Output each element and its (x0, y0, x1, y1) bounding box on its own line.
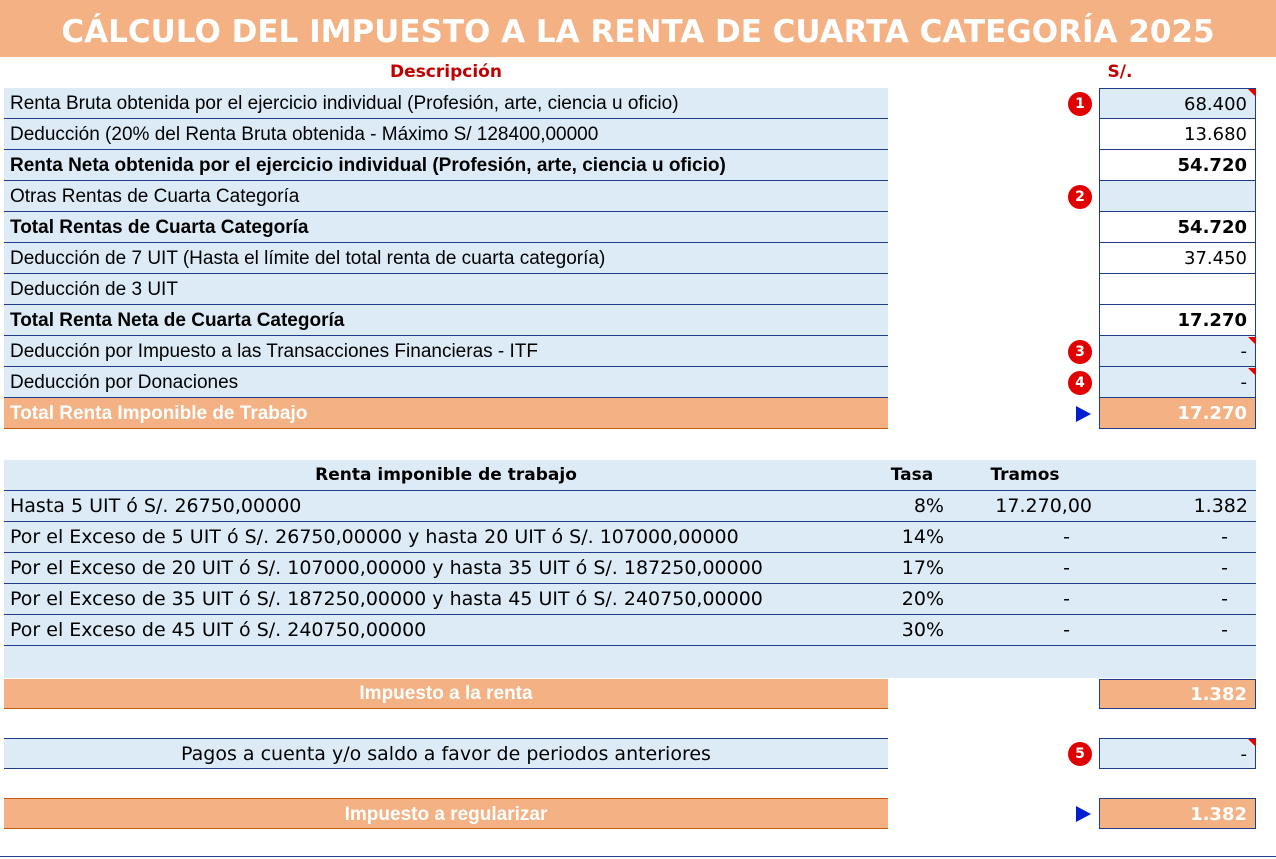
cell-deduccion-7uit-value[interactable]: 37.450 (1099, 243, 1256, 274)
header-soles: S/. (1107, 62, 1133, 82)
table-row-empty[interactable] (4, 646, 1256, 678)
row-otras-rentas-label[interactable]: Otras Rentas de Cuarta Categoría (4, 181, 888, 212)
tax-row-tramo: - (1063, 588, 1070, 610)
bottom-border (0, 856, 1276, 857)
arrow-right-icon (1076, 406, 1091, 422)
cell-total-imponible-value[interactable]: 17.270 (1099, 398, 1256, 429)
tax-row-tax: 1.382 (1193, 495, 1248, 517)
pagos-cuenta-value[interactable]: - (1099, 738, 1256, 769)
comment-indicator-icon (1248, 89, 1256, 97)
tax-row-tax: - (1221, 619, 1228, 641)
cell-donaciones-value[interactable]: - (1099, 367, 1256, 398)
tax-header-rate: Tasa (890, 465, 934, 485)
tax-row-rate: 14% (901, 526, 944, 548)
cell-renta-bruta-value[interactable]: 68.400 (1099, 88, 1256, 119)
tax-row-concept: Por el Exceso de 5 UIT ó S/. 26750,00000 y hasta 20 UIT ó S/. 107000,00000 (10, 526, 739, 548)
row-total-rentas-label[interactable]: Total Rentas de Cuarta Categoría (4, 212, 888, 243)
comment-indicator-icon (1248, 337, 1256, 345)
tax-row-concept: Por el Exceso de 35 UIT ó S/. 187250,00000 y hasta 45 UIT ó S/. 240750,00000 (10, 588, 763, 610)
badge-2-icon: 2 (1068, 185, 1092, 209)
row-deduccion-7uit-label[interactable]: Deducción de 7 UIT (Hasta el límite del total renta de cuarta categoría) (4, 243, 888, 274)
impuesto-regularizar-value[interactable]: 1.382 (1099, 798, 1256, 829)
row-donaciones-label[interactable]: Deducción por Donaciones (4, 367, 888, 398)
pagos-cuenta-label[interactable]: Pagos a cuenta y/o saldo a favor de periodos anteriores (4, 739, 888, 769)
cell-total-rentas-value[interactable]: 54.720 (1099, 212, 1256, 243)
badge-5-icon: 5 (1068, 742, 1092, 766)
comment-indicator-icon (1248, 739, 1256, 747)
tax-row-rate: 17% (901, 557, 944, 579)
tax-row-rate: 20% (901, 588, 944, 610)
tax-row-rate: 30% (901, 619, 944, 641)
tax-row-tax: - (1221, 526, 1228, 548)
badge-1-icon: 1 (1068, 92, 1092, 116)
tax-row-tramo: - (1063, 619, 1070, 641)
row-renta-bruta-label[interactable]: Renta Bruta obtenida por el ejercicio individual (Profesión, arte, ciencia u oficio) (4, 88, 888, 119)
tax-row-tramo: - (1063, 557, 1070, 579)
row-deduccion-3uit-label[interactable]: Deducción de 3 UIT (4, 274, 888, 305)
tax-row-concept: Hasta 5 UIT ó S/. 26750,00000 (10, 495, 302, 517)
cell-otras-rentas-value[interactable] (1099, 181, 1256, 212)
impuesto-renta-label[interactable]: Impuesto a la renta (4, 679, 888, 709)
row-total-imponible-label[interactable]: Total Renta Imponible de Trabajo (4, 398, 888, 429)
impuesto-renta-value[interactable]: 1.382 (1099, 679, 1256, 709)
tax-row-concept: Por el Exceso de 45 UIT ó S/. 240750,00000 (10, 619, 427, 641)
comment-indicator-icon (1248, 368, 1256, 376)
row-total-renta-neta-label[interactable]: Total Renta Neta de Cuarta Categoría (4, 305, 888, 336)
tax-row-concept: Por el Exceso de 20 UIT ó S/. 107000,00000 y hasta 35 UIT ó S/. 187250,00000 (10, 557, 763, 579)
cell-deduccion-3uit-value[interactable] (1099, 274, 1256, 305)
tax-header-concept: Renta imponible de trabajo (315, 465, 577, 485)
cell-total-renta-neta-value[interactable]: 17.270 (1099, 305, 1256, 336)
tax-row-tax: - (1221, 588, 1228, 610)
tax-row-rate: 8% (913, 495, 944, 517)
cell-deduccion-20-value[interactable]: 13.680 (1099, 119, 1256, 150)
tax-row-tax: - (1221, 557, 1228, 579)
badge-3-icon: 3 (1068, 340, 1092, 364)
cell-renta-neta-value[interactable]: 54.720 (1099, 150, 1256, 181)
cell-itf-value[interactable]: - (1099, 336, 1256, 367)
arrow-right-icon (1076, 806, 1091, 822)
tax-row-tramo: 17.270,00 (995, 495, 1092, 517)
badge-4-icon: 4 (1068, 371, 1092, 395)
row-itf-label[interactable]: Deducción por Impuesto a las Transacciones Financieras - ITF (4, 336, 888, 367)
impuesto-regularizar-label[interactable]: Impuesto a regularizar (4, 798, 888, 829)
row-renta-neta-label[interactable]: Renta Neta obtenida por el ejercicio individual (Profesión, arte, ciencia u oficio) (4, 150, 888, 181)
header-descripcion: Descripción (390, 62, 502, 82)
tax-header-tramos: Tramos (990, 465, 1060, 485)
row-deduccion-20-label[interactable]: Deducción (20% del Renta Bruta obtenida - Máximo S/ 128400,00000 (4, 119, 888, 150)
sheet-title: CÁLCULO DEL IMPUESTO A LA RENTA DE CUARTA CATEGORÍA 2025 (0, 0, 1276, 57)
tax-row-tramo: - (1063, 526, 1070, 548)
